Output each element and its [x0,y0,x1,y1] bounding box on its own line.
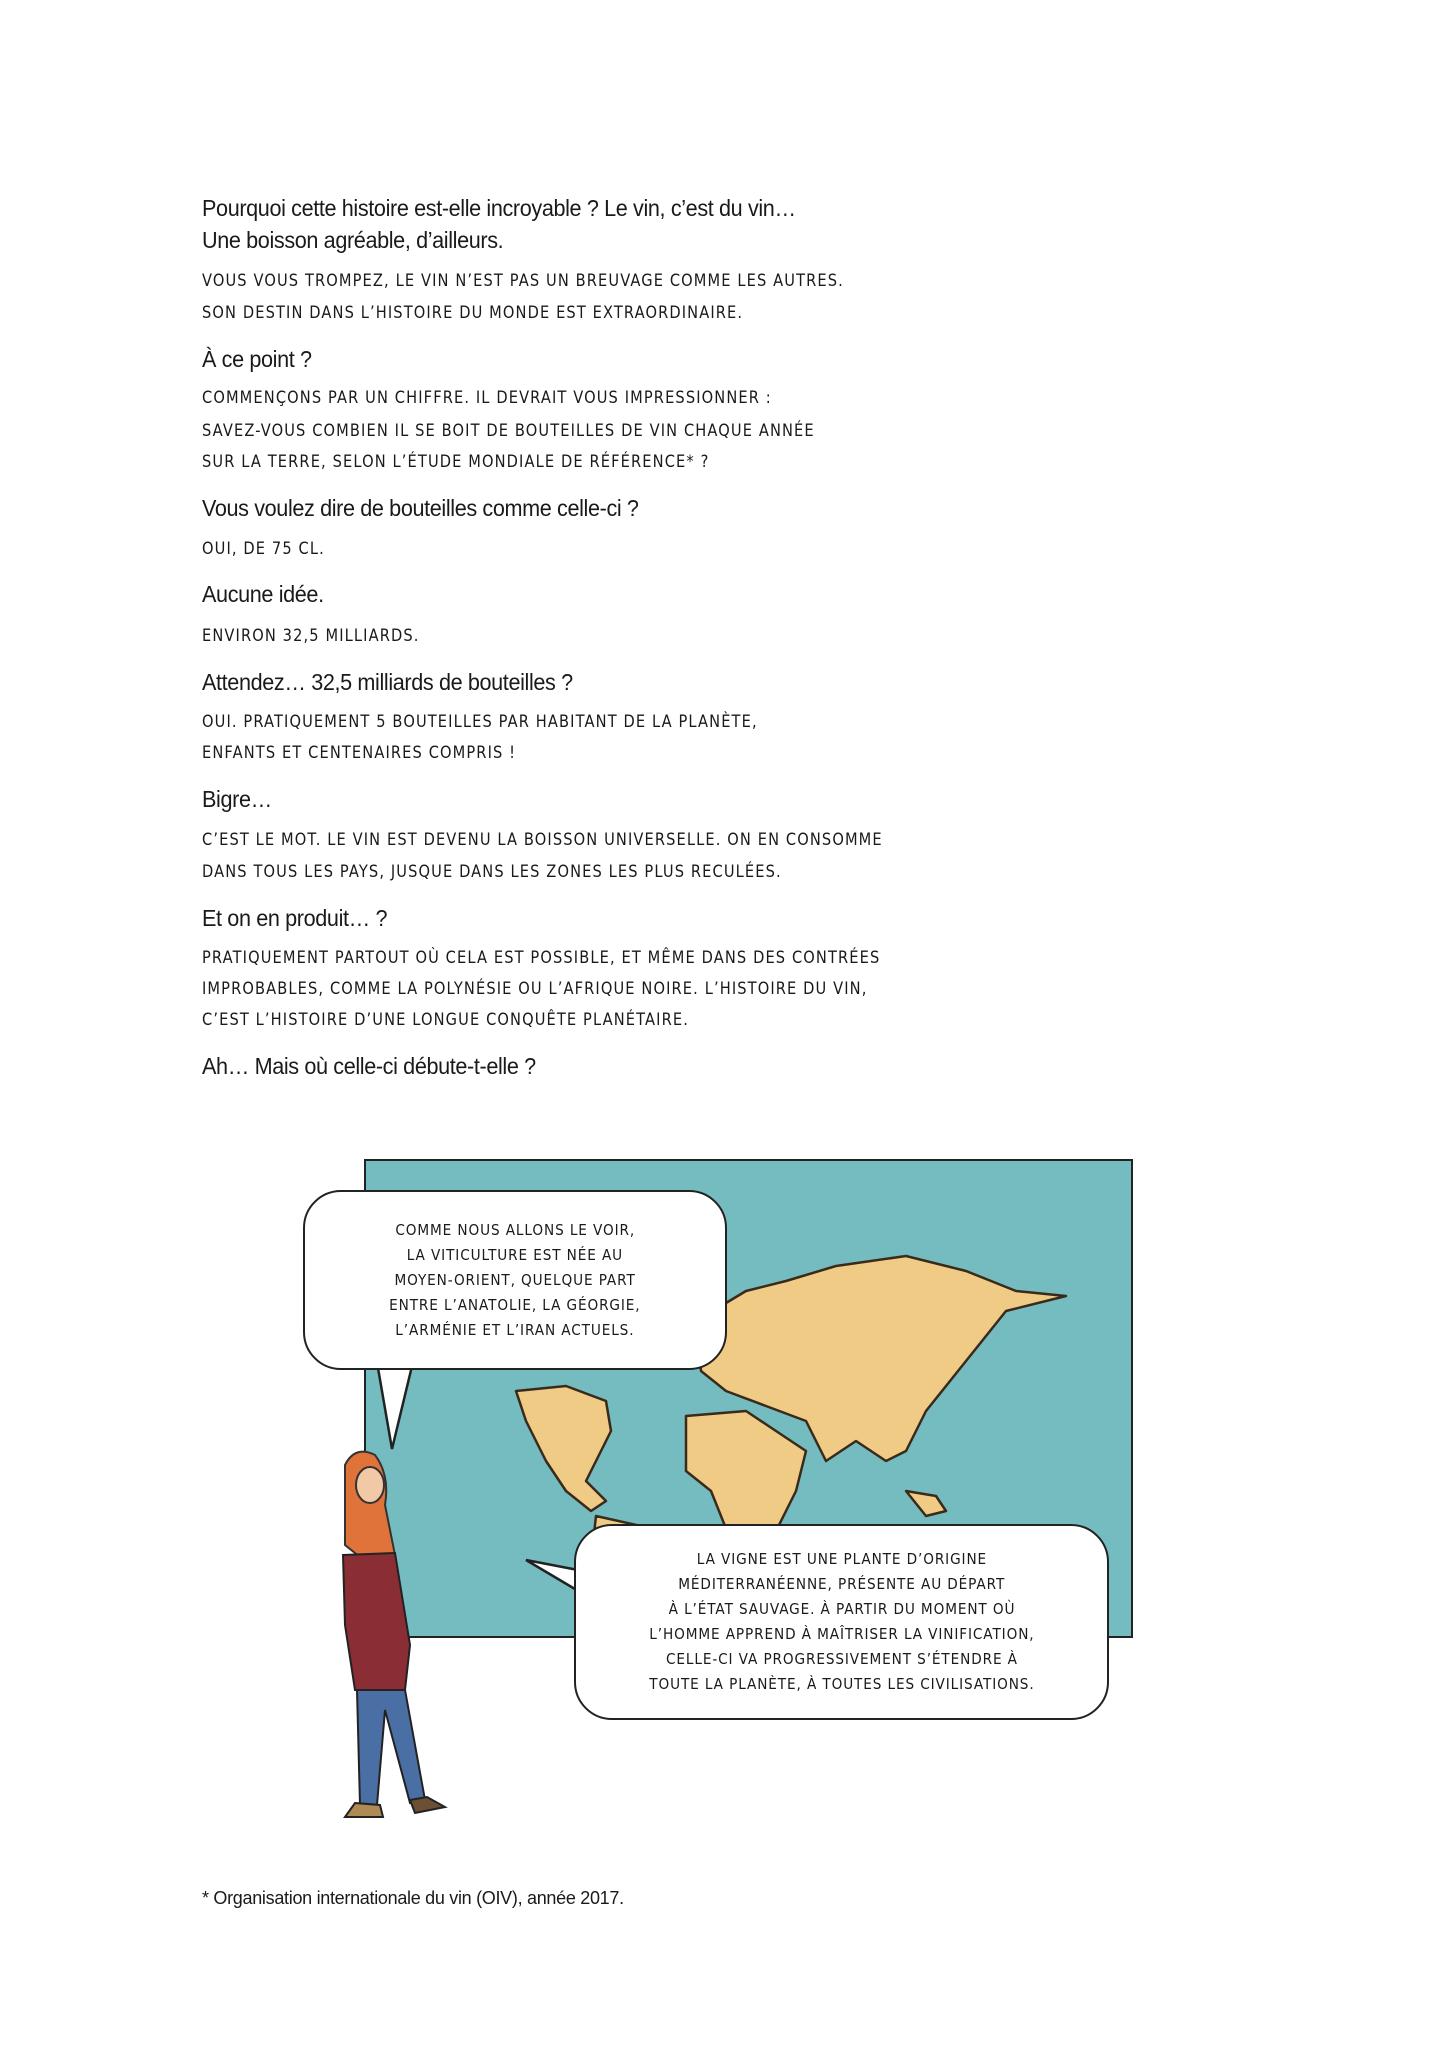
answer-line: SAVEZ-VOUS COMBIEN IL SE BOIT DE BOUTEILLES DE VIN CHAQUE ANNÉE [202,421,815,441]
bubble-text-line: À L’ÉTAT SAUVAGE. À PARTIR DU MOMENT OÙ [668,1600,1015,1618]
bubble-text-line: L’ARMÉNIE ET L’IRAN ACTUELS. [395,1320,635,1339]
bubble-text-line: MOYEN-ORIENT, QUELQUE PART [394,1270,636,1289]
bubble-text-line: TOUTE LA PLANÈTE, À TOUTES LES CIVILISATIONS. [648,1675,1035,1693]
question-line: À ce point ? [202,346,312,372]
answer-line: ENVIRON 32,5 MILLIARDS. [202,626,420,646]
bubble-text-line: COMME NOUS ALLONS LE VOIR, [395,1220,635,1239]
answer-line: ENFANTS ET CENTENAIRES COMPRIS ! [202,743,517,763]
bubble-text-line: MÉDITERRANÉENNE, PRÉSENTE AU DÉPART [678,1575,1005,1593]
answer-line: DANS TOUS LES PAYS, JUSQUE DANS LES ZONES LES PLUS RECULÉES. [202,862,782,882]
question-line: Pourquoi cette histoire est-elle incroyable ? Le vin, c’est du vin… [202,195,796,221]
question-line: Attendez… 32,5 milliards de bouteilles ? [202,669,573,695]
indonesia [906,1491,946,1516]
answer-line: OUI. PRATIQUEMENT 5 BOUTEILLES PAR HABITANT DE LA PLANÈTE, [202,712,758,732]
answer-line: SON DESTIN DANS L’HISTOIRE DU MONDE EST EXTRAORDINAIRE. [202,303,744,323]
bubble-text-line: ENTRE L’ANATOLIE, LA GÉORGIE, [389,1295,641,1314]
answer-line: OUI, DE 75 CL. [202,539,325,559]
question-line: Une boisson agréable, d’ailleurs. [202,227,504,253]
character-illustration [315,1445,495,1825]
bubble-text-line: LA VIGNE EST UNE PLANTE D’ORIGINE [696,1550,987,1568]
answer-line: IMPROBABLES, COMME LA POLYNÉSIE OU L’AFRIQUE NOIRE. L’HISTOIRE DU VIN, [202,979,868,999]
question-line: Et on en produit… ? [202,905,388,931]
question-line: Aucune idée. [202,581,324,607]
bubble-text-line: CELLE-CI VA PROGRESSIVEMENT S’ÉTENDRE À [665,1650,1018,1668]
bubble-text-line: LA VITICULTURE EST NÉE AU [406,1245,624,1264]
answer-line: VOUS VOUS TROMPEZ, LE VIN N’EST PAS UN BREUVAGE COMME LES AUTRES. [202,271,844,291]
answer-line: C’EST LE MOT. LE VIN EST DEVENU LA BOISSON UNIVERSELLE. ON EN CONSOMME [202,830,883,850]
north-america [516,1386,611,1511]
answer-line: PRATIQUEMENT PARTOUT OÙ CELA EST POSSIBLE, ET MÊME DANS DES CONTRÉES [202,948,881,968]
answer-line: COMMENÇONS PAR UN CHIFFRE. IL DEVRAIT VOUS IMPRESSIONNER : [202,388,772,408]
bubble-text-line: L’HOMME APPREND À MAÎTRISER LA VINIFICATION, [648,1625,1035,1643]
question-line: Vous voulez dire de bouteilles comme celle-ci ? [202,495,639,521]
speech-bubble-1 [303,1190,727,1370]
answer-line: C’EST L’HISTOIRE D’UNE LONGUE CONQUÊTE PLANÉTAIRE. [202,1010,689,1030]
answer-line: SUR LA TERRE, SELON L’ÉTUDE MONDIALE DE RÉFÉRENCE* ? [202,452,710,472]
question-line: Bigre… [202,786,272,812]
footnote: * Organisation internationale du vin (OIV), année 2017. [202,1888,624,1908]
question-line: Ah… Mais où celle-ci débute-t-elle ? [202,1053,536,1079]
speech-bubble-2 [574,1524,1109,1720]
